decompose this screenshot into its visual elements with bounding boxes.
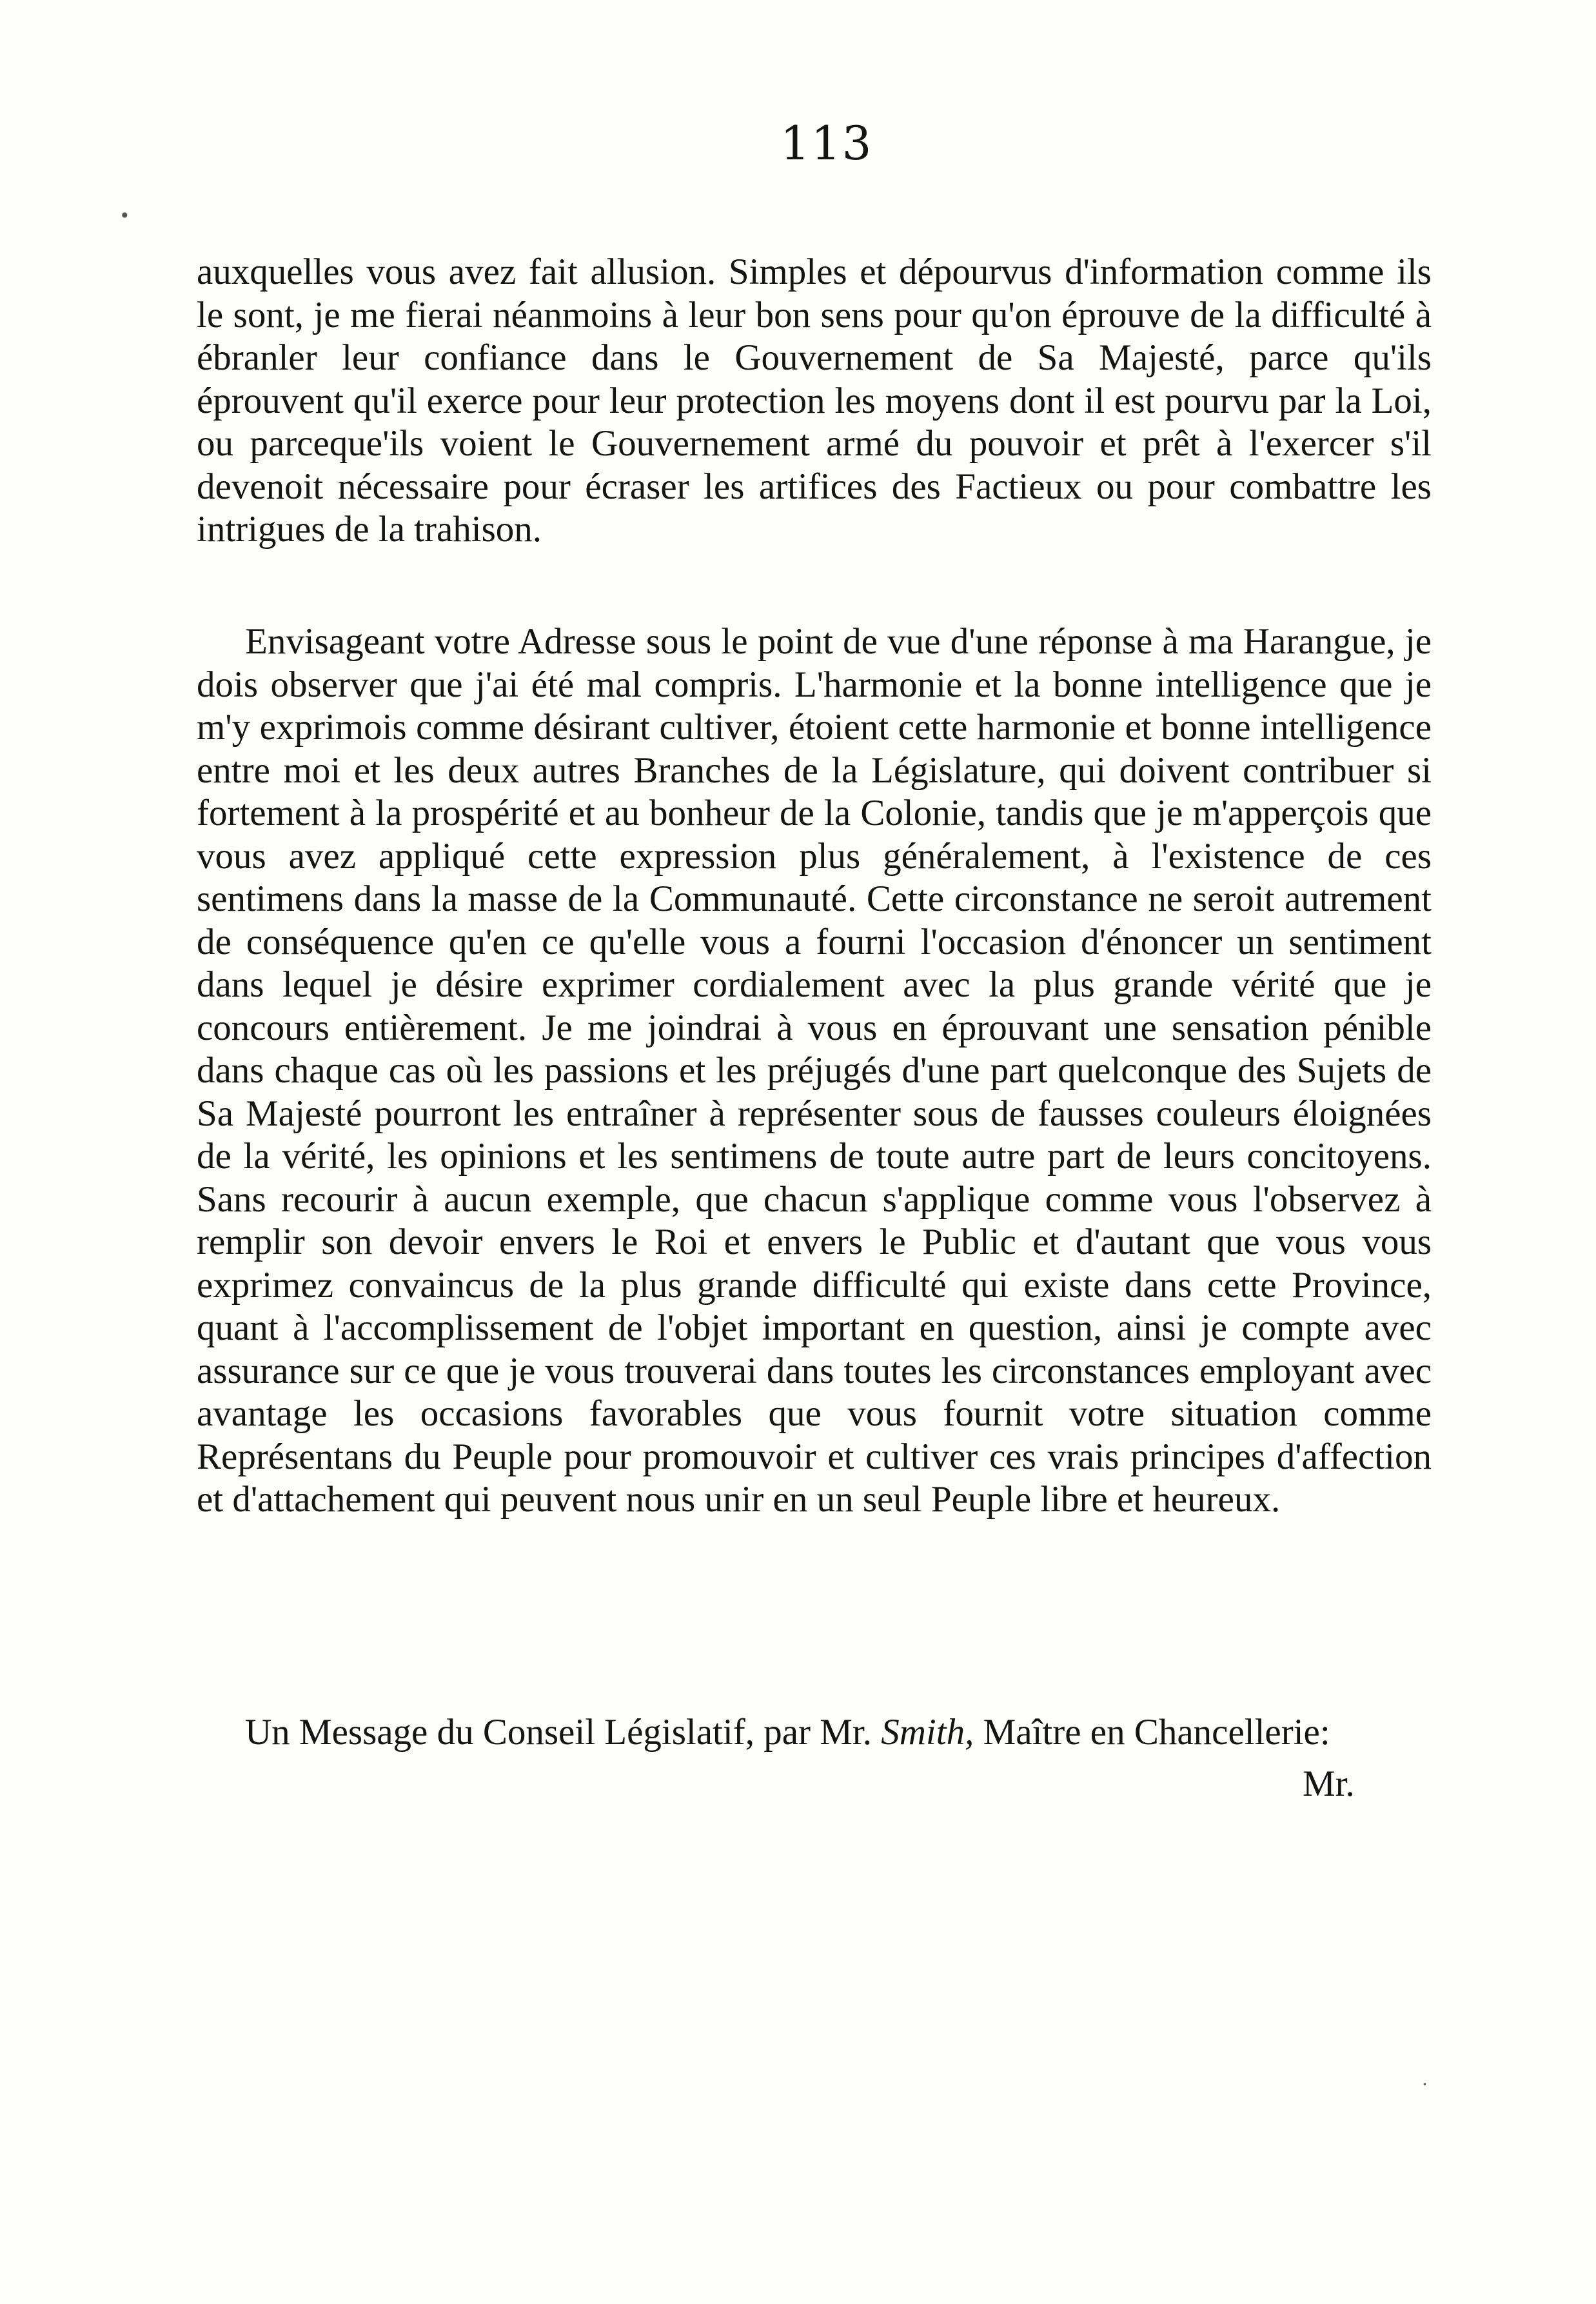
paragraph-2: Envisageant votre Adresse sous le point de vue d'une réponse à ma Harangue, je dois observer que j'ai été mal compris. L'harmonie et la bonne intelligence que je m'y exprimois comme désirant cultiver, étoient cette harmonie et bonne intelligence entre moi et les deux autres Branches de la Législature, qui doivent contribuer si fortement à la prospérité et au bonheur de la Colonie, tandis que je m'apperçois que vous avez appliqué cette expression plus généralement, à l'existence de ces sentimens dans la masse de la Communauté. Cette circonstance ne seroit autrement de conséquence qu'en ce qu'elle vous a fourni l'occasion d'énoncer un sentiment dans lequel je désire exprimer cordialement avec la plus grande vérité que je concours entièrement. Je me joindrai à vous en éprouvant une sensation pénible dans chaque cas où les passions et les préjugés d'une part quelconque des Sujets de Sa Majesté pourront les entraîner à représenter sous de fausses couleurs éloignées de la vérité, les opinions et les sentimens de toute autre part de leurs concitoyens. Sans recourir à aucun exemple, que chacun s'applique comme vous l'observez à remplir son devoir envers le Roi et envers le Public et d'autant que vous vous exprimez convaincus de la plus grande difficulté qui existe dans cette Province, quant à l'accomplissement de l'objet important en question, ainsi je compte avec assurance sur ce que je vous trouverai dans toutes les circonstances employant avec avantage les occasions favorables que vous fournit votre situation comme Représentans du Peuple pour promouvoir et cultiver ces vrais principes d'affection et d'attachement qui peuvent nous unir en un seul Peuple libre et heureux. [197,621,1432,1520]
margin-mark: · [1422,2074,1428,2095]
margin-mark: • [119,205,130,226]
message-suffix: Maître en Chancellerie: [974,1712,1330,1753]
message-prefix: Un Message du Conseil Législatif, par Mr. [245,1712,882,1753]
message-name: Smith, [881,1712,974,1753]
message-announcement [197,1711,1432,1754]
paragraph-1: auxquelles vous avez fait allusion. Simples et dépourvus d'information comme ils le sont, je me fierai néanmoins à leur bon sens pour qu'on éprouve de la difficulté à ébranler leur confiance dans le Gouvernement de Sa Majesté, parce qu'ils éprouvent qu'il exerce pour leur protection les moyens dont il est pourvu par la Loi, ou parceque'ils voient le Gouvernement armé du pouvoir et prêt à l'exercer s'il devenoit nécessaire pour écraser les artifices des Factieux ou pour combattre les intrigues de la trahison. [197,252,1432,550]
catchword: Mr. [1303,1763,1355,1804]
page-number: 113 [780,116,873,170]
